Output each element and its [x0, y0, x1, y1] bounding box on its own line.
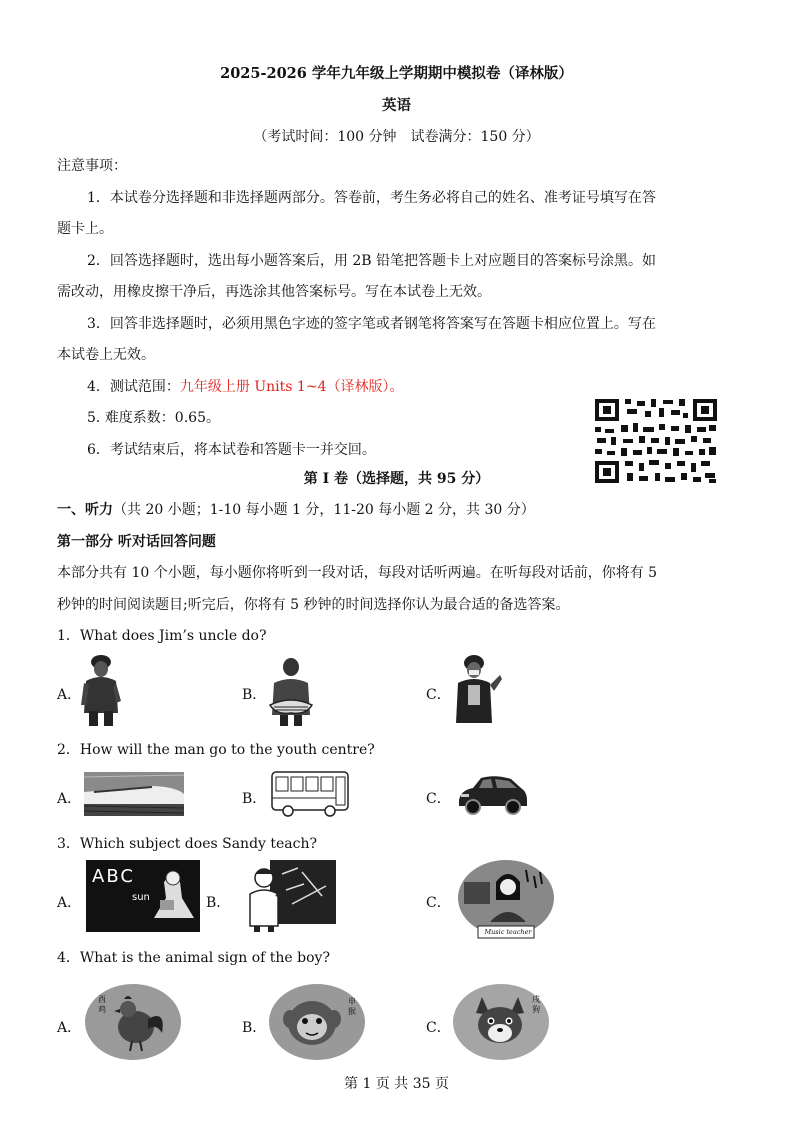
- notice-item-5: 5. 难度系数：0.65。: [87, 410, 220, 426]
- subject-title: 英语: [382, 97, 411, 114]
- notice-item-4: [87, 377, 403, 397]
- q4-option-b-image-monkey: [268, 983, 366, 1061]
- part-1-title: 第一部分 听对话回答问题: [57, 534, 216, 550]
- q4-option-c-image-dog: [452, 983, 550, 1061]
- q2-option-c-label: C．: [426, 791, 451, 807]
- notice-item-6: 6．考试结束后，将本试卷和答题卡一并交回。: [87, 442, 376, 458]
- q1-option-a-image: [80, 653, 122, 727]
- q2-option-b-label: B．: [242, 791, 267, 807]
- part-1-desc-a: 本部分共有 10 个小题，每小题你将听到一段对话，每段对话听两遍。在听每段对话前，你将有 5: [57, 565, 658, 581]
- question-1-text: 1．What does Jim’s uncle do?: [57, 628, 267, 644]
- q2-option-b-image-bus: [270, 768, 350, 818]
- notice-item-1b: 题卡上。: [57, 221, 113, 237]
- q4-sign-b: 申猴: [348, 997, 356, 1016]
- q3-option-a-image: [86, 860, 200, 932]
- q1-option-c-label: C．: [426, 687, 451, 703]
- notice-item-2a: 2．回答选择题时，选出每小题答案后，用 2B 铅笔把答题卡上对应题目的答案标号涂黑。如: [87, 253, 657, 269]
- monkey-icon: [268, 983, 366, 1061]
- q1-option-c-image: [450, 653, 502, 725]
- q3-board-word: sun: [132, 892, 150, 903]
- question-3-text: 3．Which subject does Sandy teach?: [57, 836, 318, 852]
- page-number: 第 1 页 共 35 页: [344, 1076, 449, 1092]
- page-title: 2025-2026 学年九年级上学期期中模拟卷（译林版）: [220, 65, 573, 82]
- q4-option-a-image-rooster: [84, 983, 182, 1061]
- q3-music-label: Music teacher: [484, 928, 532, 936]
- section-1-title: 一、听力: [57, 502, 113, 518]
- q4-option-b-label: B．: [242, 1020, 267, 1036]
- q3-option-b-image: [242, 860, 336, 932]
- q2-option-a-label: A．: [57, 791, 82, 807]
- notice-item-4-prefix: 4．测试范围：: [87, 379, 180, 395]
- q3-board-text: ABC: [92, 866, 135, 887]
- q4-option-a-label: A．: [57, 1020, 82, 1036]
- q4-option-c-label: C．: [426, 1020, 451, 1036]
- notice-heading: 注意事项：: [57, 158, 127, 174]
- notice-item-3b: 本试卷上无效。: [57, 347, 155, 363]
- part-1-desc-b: 秒钟的时间阅读题目;听完后，你将有 5 秒钟的时间选择你认为最合适的备选答案。: [57, 597, 570, 613]
- q1-option-b-label: B．: [242, 687, 267, 703]
- question-2-text: 2．How will the man go to the youth centre?: [57, 742, 375, 758]
- q2-option-a-image-train: [84, 772, 184, 816]
- q3-option-c-image: [456, 860, 556, 940]
- test-range: 九年级上册 Units 1~4（译林版）。: [179, 379, 404, 395]
- exam-info: （考试时间：100 分钟 试卷满分：150 分）: [253, 129, 540, 145]
- q3-option-a-label: A．: [57, 895, 82, 911]
- notice-item-1a: 1．本试卷分选择题和非选择题两部分。答卷前，考生务必将自己的姓名、准考证号填写在答: [87, 190, 656, 206]
- question-4-text: 4．What is the animal sign of the boy?: [57, 950, 330, 966]
- section-1-heading: [57, 500, 535, 520]
- q1-option-a-label: A．: [57, 687, 82, 703]
- q2-option-c-image-car: [455, 770, 529, 818]
- q3-option-b-label: B．: [206, 895, 231, 911]
- q1-option-b-image: [266, 657, 316, 727]
- volume-1-title: 第 I 卷（选择题，共 95 分）: [303, 471, 490, 487]
- notice-item-2b: 需改动，用橡皮擦干净后，再选涂其他答案标号。写在本试卷上无效。: [57, 284, 491, 300]
- notice-item-3a: 3．回答非选择题时，必须用黑色字迹的签字笔或者钢笔将答案写在答题卡相应位置上。写在: [87, 316, 656, 332]
- q4-sign-a: 酉鸡: [98, 995, 106, 1014]
- q3-option-c-label: C．: [426, 895, 451, 911]
- section-1-desc: （共 20 小题；1-10 每小题 1 分，11-20 每小题 2 分，共 30 分）: [113, 502, 535, 518]
- q4-sign-c: 戌狗: [532, 995, 540, 1014]
